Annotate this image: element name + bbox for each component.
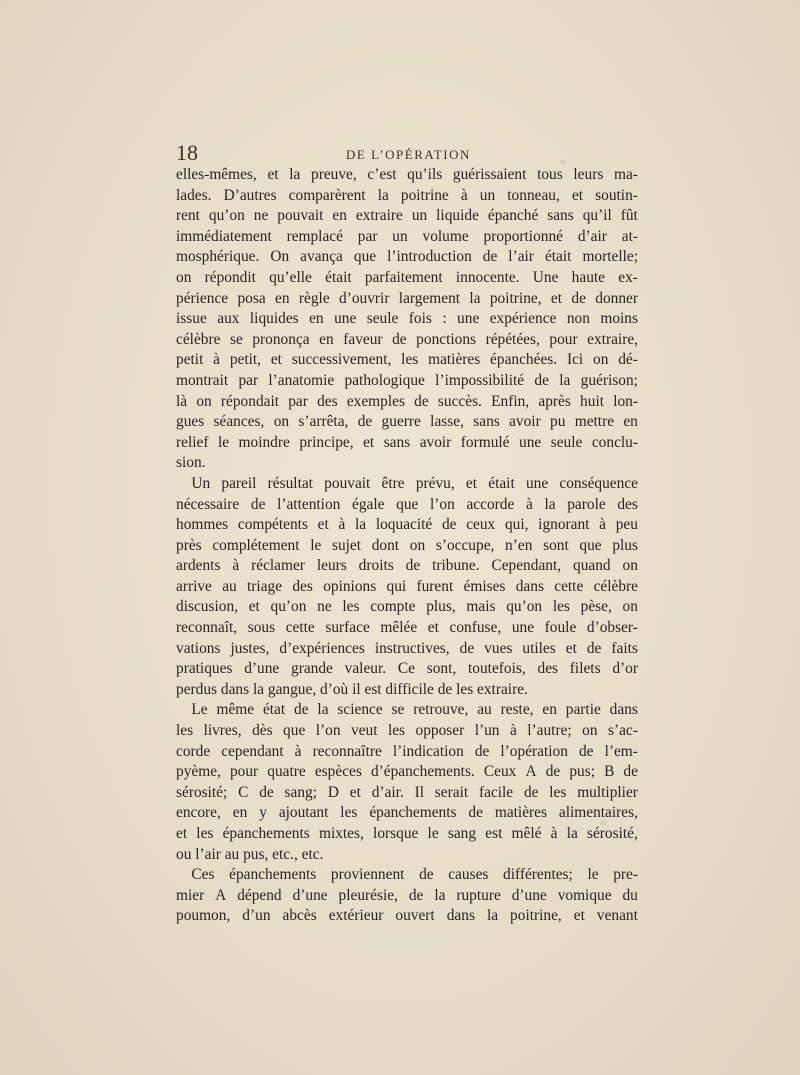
- text-line: perdus dans la gangue, d’où il est difficile de les extraire.: [176, 680, 528, 698]
- text-line: poumon, d’un abcès extérieur ouvert dans la poitrine, et venant: [176, 907, 638, 925]
- text-line: corde cependant à reconnaître l’indication de l’opération de l’em-: [176, 742, 638, 760]
- text-line: Ces épanchements proviennent de causes différentes; le pre-: [176, 866, 638, 884]
- text-line: petit à petit, et successivement, les matières épanchées. Ici on dé-: [176, 351, 638, 369]
- text-line: on répondit qu’elle était parfaitement innocente. Une haute ex-: [176, 268, 638, 286]
- text-line: Un pareil résultat pouvait être prévu, et était une conséquence: [176, 474, 638, 492]
- body-text: [176, 165, 638, 927]
- text-line: mosphérique. On avança que l’introduction de l’air était mortelle;: [176, 248, 638, 266]
- text-line: encore, en y ajoutant les épanchements de matières alimentaires,: [176, 804, 638, 822]
- text-line: rent qu’on ne pouvait en extraire un liquide épanché sans qu’il fût: [176, 207, 638, 225]
- text-line: gues séances, on s’arrêta, de guerre lasse, sans avoir pu mettre en: [176, 413, 638, 431]
- text-line: pratiques d’une grande valeur. Ce sont, toutefois, des filets d’or: [176, 660, 638, 678]
- text-line: vations justes, d’expériences instructives, de vues utiles et de faits: [176, 639, 638, 657]
- text-line: ardents à réclamer leurs droits de tribune. Cependant, quand on: [176, 557, 638, 575]
- text-line: ou l’air au pus, etc., etc.: [176, 845, 324, 863]
- text-line: sion.: [176, 454, 206, 472]
- text-line: immédiatement remplacé par un volume proportionné d’air at-: [176, 227, 638, 245]
- text-line: elles-mêmes, et la preuve, c’est qu’ils guérissaient tous leurs ma-: [176, 166, 638, 183]
- text-line: discusion, et qu’on ne les compte plus, mais qu’on les pèse, on: [176, 598, 638, 616]
- text-line: périence posa en règle d’ouvrir largement la poitrine, et de donner: [176, 289, 638, 307]
- text-line: près complétement le sujet dont on s’occupe, n’en sont que plus: [176, 536, 638, 554]
- text-line: arrive au triage des opinions qui furent émises dans cette célèbre: [176, 577, 638, 595]
- text-line: Le même état de la science se retrouve, au reste, en partie dans: [176, 701, 638, 719]
- page-number: 18: [176, 140, 198, 165]
- text-line: lades. D’autres comparèrent la poitrine à un tonneau, et soutin-: [176, 186, 638, 204]
- text-line: hommes compétents et à la loquacité de ceux qui, ignorant à peu: [176, 516, 638, 534]
- text-line: reconnaît, sous cette surface mêlée et confuse, une foule d’obser-: [176, 619, 638, 637]
- text-line: nécessaire de l’attention égale que l’on accorde à la parole des: [176, 495, 638, 513]
- text-line: issue aux liquides en une seule fois : une expérience non moins: [176, 310, 638, 328]
- text-line: pyème, pour quatre espèces d’épanchements. Ceux A de pus; B de: [176, 763, 638, 781]
- text-line: mier A dépend d’une pleurésie, de la rupture d’une vomique du: [176, 886, 638, 904]
- text-line: célèbre se prononça en faveur de ponctions répétées, pour extraire,: [176, 330, 638, 348]
- running-title: DE L’OPÉRATION: [346, 147, 471, 162]
- text-line: là on répondait par des exemples de succès. Enfin, après huit lon-: [176, 392, 638, 410]
- text-line: montrait par l’anatomie pathologique l’impossibilité de la guérison;: [176, 371, 638, 389]
- text-line: les livres, dès que l’on veut les opposer l’un à l’autre; on s’ac-: [176, 722, 638, 740]
- text-line: sérosité; C de sang; D et d’air. Il serait facile de les multiplier: [176, 783, 638, 801]
- text-line: relief le moindre principe, et sans avoir formulé une seule conclu-: [176, 433, 638, 451]
- text-line: et les épanchements mixtes, lorsque le sang est mêlé à la sérosité,: [176, 825, 638, 842]
